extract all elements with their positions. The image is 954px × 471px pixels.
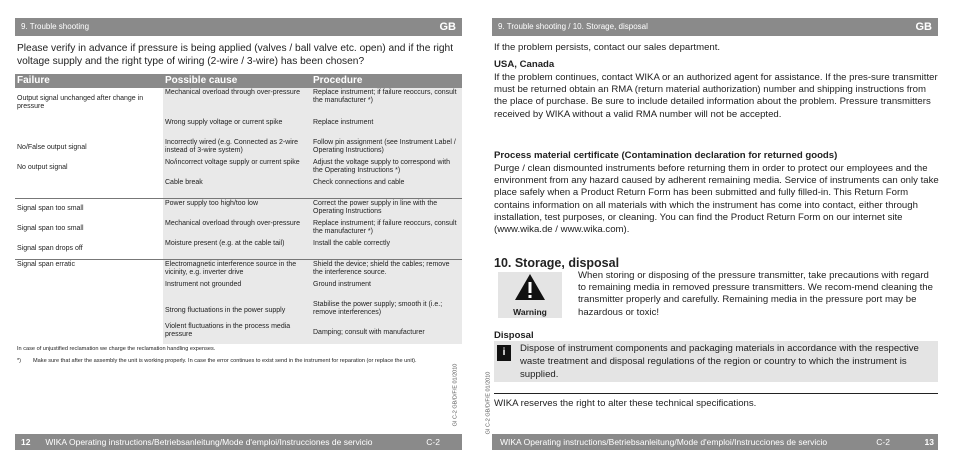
procedure-cell: Stabilise the power supply; smooth it (i.e.; remove interferences) [311, 300, 462, 322]
cause-cell: Instrument not grounded [163, 280, 311, 300]
table-row [15, 138, 462, 158]
language-badge: GB [439, 21, 456, 33]
reserve-rights-text: WIKA reserves the right to alter these technical specifications. [494, 398, 757, 409]
footer-code: C-2 [876, 437, 890, 447]
failure-cell: Output signal unchanged after change in pressure [17, 94, 144, 110]
table-row [15, 322, 462, 344]
section-title: 9. Trouble shooting / 10. Storage, disposal [498, 22, 648, 31]
procedure-cell: Adjust the voltage supply to correspond with the Operating Instructions *) [311, 158, 462, 178]
table-row [15, 280, 462, 300]
intro-text: Please verify in advance if pressure is being applied (valves / ball valve etc. open) and if the right voltage supply and the right type of wiring (2-wire / 3-wire) has been chosen? [17, 43, 454, 67]
page-header [492, 18, 938, 36]
cause-cell: Moisture present (e.g. at the cable tail) [163, 239, 311, 260]
cause-cell: Electromagnetic interference source in the vicinity, e.g. inverter drive [163, 260, 311, 281]
footnote-reclamation: In case of unjustified reclamation we charge the reclamation handling expenses. [17, 346, 216, 352]
table-row [15, 158, 462, 178]
failure-cell: Signal span drops off [17, 244, 83, 252]
footnotes [17, 346, 437, 365]
troubleshooting-table [15, 74, 462, 344]
footnote-asterisk [17, 358, 437, 365]
document-code-vertical: GI C-2 GB/D/F/E 01/2010 [485, 371, 492, 435]
failure-cell [15, 178, 163, 199]
procedure-cell: Ground instrument [311, 280, 462, 300]
procedure-cell: Check connections and cable [311, 178, 462, 199]
cause-cell: Violent fluctuations in the process media pressure [163, 322, 311, 344]
page-footer [492, 434, 938, 450]
table-header-row [15, 74, 462, 88]
page-number: 12 [21, 437, 31, 447]
cause-cell: Power supply too high/too low [163, 199, 311, 220]
section-title: 9. Trouble shooting [21, 22, 90, 31]
cause-cell: Mechanical overload through over-pressure [163, 219, 311, 239]
failure-cell [15, 118, 163, 138]
warning-label: Warning [513, 307, 547, 317]
right-page [485, 0, 954, 471]
cause-cell: Mechanical overload through over-pressure [163, 88, 311, 118]
table-body [15, 88, 462, 344]
procedure-cell: Install the cable correctly [311, 239, 462, 260]
column-header-cause: Possible cause [163, 74, 311, 88]
cause-cell: Wrong supply voltage or current spike [163, 118, 311, 138]
warning-box [498, 272, 562, 318]
cause-cell: No/incorrect voltage supply or current spike [163, 158, 311, 178]
procedure-cell: Replace instrument; if failure reoccurs, consult the manufacturer *) [311, 88, 462, 118]
table-row [15, 260, 462, 281]
cause-cell: Incorrectly wired (e.g. Connected as 2-wire instead of 3-wire system) [163, 138, 311, 158]
warning-triangle-icon [498, 272, 562, 302]
procedure-cell: Damping; consult with manufacturer [311, 322, 462, 344]
procedure-cell: Replace instrument [311, 118, 462, 138]
language-badge: GB [915, 21, 932, 33]
column-header-failure: Failure [15, 74, 163, 88]
divider [494, 393, 938, 394]
certificate-text: Purge / clean dismounted instruments before returning them in order to protect our employees and the environment from any hazard caused by adherent remaining media. Service of instruments can only take place safely when a Product Return Form has been submitted and fully filled-in. This Return Form contains information on all materials with which the instrument has come into contact, either through installation, test purposes, or cleaning. You can find the Product Return Form on our internet site (www.wika.de / www.wika.com). [494, 163, 939, 236]
info-icon: i [497, 345, 511, 361]
procedure-cell: Follow pin assignment (see Instrument Label / Operating Instructions) [311, 138, 462, 158]
failure-cell [15, 280, 163, 300]
usa-canada-text: If the problem continues, contact WIKA or an authorized agent for assistance. If the pres-sure transmitter must be returned obtain an RMA (return material authorization) number and shipping instructions from the place of purchase. Be sure to include detailed information about the problem. Pressure transmitters received by WIKA without a valid RMA number will not be accepted. [494, 72, 938, 120]
procedure-cell: Shield the device; shield the cables; remove the interference source. [311, 260, 462, 281]
table-row [15, 118, 462, 138]
column-header-procedure: Procedure [311, 74, 462, 88]
failure-cell: No/False output signal [17, 143, 87, 151]
footnote-mark: *) [17, 358, 22, 364]
footer-text: WIKA Operating instructions/Betriebsanleitung/Mode d'emploi/Instrucciones de servicio [500, 437, 828, 447]
table-row [15, 199, 462, 220]
table-row [15, 239, 462, 260]
page-header [15, 18, 462, 36]
disposal-box [494, 341, 938, 382]
footer-text: WIKA Operating instructions/Betriebsanleitung/Mode d'emploi/Instrucciones de servicio [45, 437, 373, 447]
failure-cell [15, 322, 163, 344]
left-page [0, 0, 462, 471]
table-row [15, 178, 462, 199]
disposal-text: Dispose of instrument components and packaging materials in accordance with the respective waste treatment and disposal regulations of the region or country to which the instrument is supplied. [520, 343, 919, 380]
procedure-cell: Correct the power supply in line with the Operating Instructions [311, 199, 462, 220]
warning-text: When storing or disposing of the pressure transmitter, take precautions with regard to remaining media in removed pressure transmitters. We recom-mend cleaning the transmitter properly and carefully. Remaining media in the pressure port may be hazardous or toxic! [578, 270, 933, 318]
failure-cell: No output signal [17, 163, 68, 171]
document-code-vertical: GI C-2 GB/D/F/E 01/2010 [452, 363, 459, 427]
table-row [15, 88, 462, 118]
failure-cell: Signal span too small [17, 224, 84, 232]
footer-code: C-2 [426, 437, 440, 447]
failure-cell: Signal span too small [15, 199, 163, 220]
page-number: 13 [924, 437, 934, 447]
procedure-cell: Replace instrument; if failure reoccurs, consult the manufacturer *) [311, 219, 462, 239]
failure-cell [15, 300, 163, 322]
table-row [15, 219, 462, 239]
storage-disposal-heading: 10. Storage, disposal [494, 256, 620, 270]
disposal-heading: Disposal [494, 330, 534, 341]
certificate-heading: Process material certificate (Contamination declaration for returned goods) [494, 150, 838, 161]
failure-cell: Signal span erratic [15, 260, 163, 281]
persist-text: If the problem persists, contact our sales department. [494, 42, 721, 53]
usa-canada-heading: USA, Canada [494, 59, 555, 70]
footnote-text: Make sure that after the assembly the unit is working properly. In case the error continues to exist send in the instrument for reparation (or replace the unit). [33, 358, 417, 364]
cause-cell: Cable break [163, 178, 311, 199]
page-footer [15, 434, 462, 450]
cause-cell: Strong fluctuations in the power supply [163, 300, 311, 322]
table-row [15, 300, 462, 322]
